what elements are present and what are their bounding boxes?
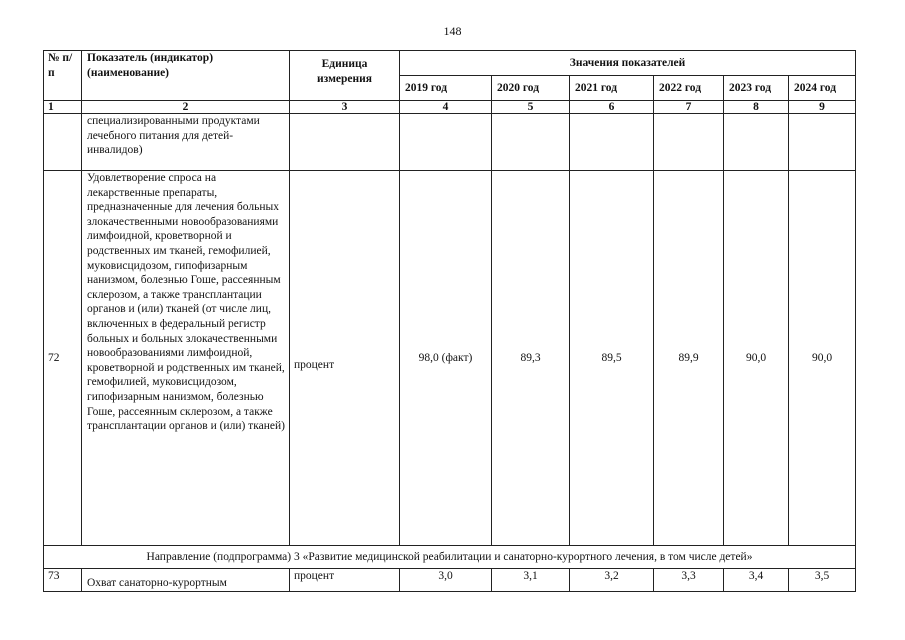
- cell-value-2021: 3,2: [570, 569, 654, 592]
- column-numbers-row: [44, 101, 856, 114]
- cell-value-2020: 3,1: [492, 569, 570, 592]
- cell-unit: [290, 114, 400, 171]
- cell-value-2023: 3,4: [724, 569, 789, 592]
- cell-value: [400, 114, 492, 171]
- cell-indicator: специализированными продуктами лечебного питания для детей-инвалидов): [82, 114, 290, 171]
- cell-indicator: Удовлетворение спроса на лекарственные препараты, предназначенные для лечения больных злокачественными новообразованиями лимфоидной, кроветворной и родственных им тканей, гемофилией, муковисцидозом, гипофизарным нанизмом, болезнью Гоше, рассеянным склерозом, а также трансплантации органов и (или) тканей (от числе лиц, включенных в федеральный регистр больных и больных злокачественными новообразованиями лимфоидной, кроветворной и родственных им тканей, гемофилией, муковисцидозом, гипофизарным нанизмом, болезнью Гоше, рассеянным склерозом, а также трансплантации органов и (или) тканей): [82, 171, 290, 546]
- column-number: 9: [789, 101, 856, 114]
- table-header-row: [44, 51, 856, 76]
- cell-num: [44, 114, 82, 171]
- cell-value: [724, 114, 789, 171]
- cell-value-2021: 89,5: [570, 171, 654, 546]
- column-number: 6: [570, 101, 654, 114]
- header-indicator: Показатель (индикатор) (наименование): [82, 51, 290, 101]
- cell-value: [492, 114, 570, 171]
- header-year-2022: 2022 год: [654, 76, 724, 101]
- header-year-2019: 2019 год: [400, 76, 492, 101]
- indicators-table: [43, 50, 856, 592]
- column-number: 1: [44, 101, 82, 114]
- cell-indicator: Охват санаторно-курортным: [82, 569, 290, 592]
- direction-heading: Направление (подпрограмма) 3 «Развитие медицинской реабилитации и санаторно-курортного лечения, в том числе детей»: [44, 546, 856, 569]
- cell-value-2023: 90,0: [724, 171, 789, 546]
- cell-value-2024: 3,5: [789, 569, 856, 592]
- cell-unit: процент: [290, 171, 400, 546]
- page-number: 148: [443, 24, 462, 38]
- header-num: № п/п: [44, 51, 82, 101]
- cell-num: 72: [44, 171, 82, 546]
- header-year-2024: 2024 год: [789, 76, 856, 101]
- cell-value-2019: 3,0: [400, 569, 492, 592]
- cell-value-2024: 90,0: [789, 171, 856, 546]
- column-number: 8: [724, 101, 789, 114]
- cell-unit: процент: [290, 569, 400, 592]
- header-year-2021: 2021 год: [570, 76, 654, 101]
- cell-num: 73: [44, 569, 82, 592]
- cell-value-2022: 89,9: [654, 171, 724, 546]
- column-number: 5: [492, 101, 570, 114]
- column-number: 2: [82, 101, 290, 114]
- header-year-2020: 2020 год: [492, 76, 570, 101]
- header-year-2023: 2023 год: [724, 76, 789, 101]
- column-number: 3: [290, 101, 400, 114]
- cell-value: [654, 114, 724, 171]
- cell-value: [789, 114, 856, 171]
- header-unit: Единица измерения: [290, 51, 400, 101]
- cell-value-2019: 98,0 (факт): [400, 171, 492, 546]
- cell-value-2022: 3,3: [654, 569, 724, 592]
- table-row-72: [44, 171, 856, 546]
- header-values: Значения показателей: [400, 51, 856, 76]
- cell-value-2020: 89,3: [492, 171, 570, 546]
- column-number: 4: [400, 101, 492, 114]
- column-number: 7: [654, 101, 724, 114]
- table-row-direction: [44, 546, 856, 569]
- cell-value: [570, 114, 654, 171]
- table-row-73: [44, 569, 856, 592]
- table-row-continued: [44, 114, 856, 171]
